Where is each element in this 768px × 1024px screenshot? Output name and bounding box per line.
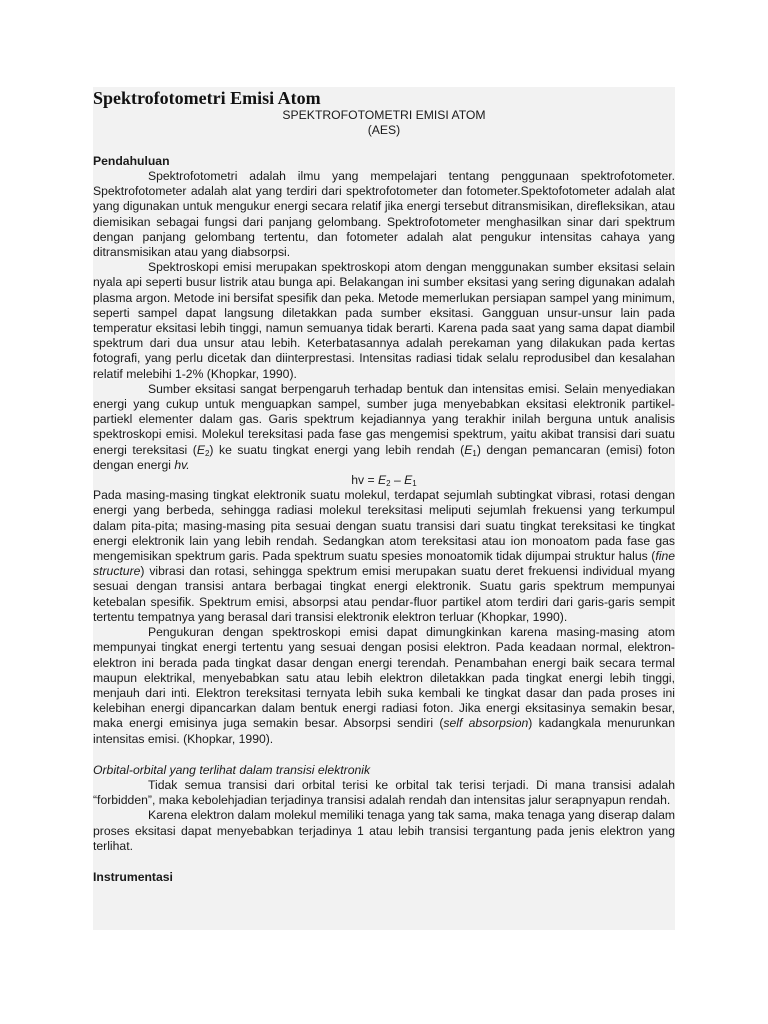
spacer bbox=[93, 854, 675, 870]
symbol-e1: E bbox=[464, 442, 473, 457]
formula-lhs: hv = bbox=[351, 473, 378, 488]
paragraph-3 bbox=[93, 382, 675, 473]
subtitle-line-1: SPEKTROFOTOMETRI EMISI ATOM bbox=[282, 108, 486, 122]
paragraph-5-text-a: Pengukuran dengan spektroskopi emisi dapat dimungkinkan karena masing-masing atom mempunyai tingkat energi tertentu yang sesuai dengan posisi elektron. Pada keadaan normal, elektron-elektron ini berada pada tingkat dasar dengan energi terendah. Penambahan energi baik secara termal maupun elektrikal, menyebabkan satu atau lebih elektron diletakkan pada tingkat energi lebih tinggi, menjauh dari inti. Elektron tereksitasi ternyata lebih suka kembali ke tingkat dasar dan pada proses ini kelebihan energi dipancarkan dalam bentuk energi radiasi foton. Jika energi eksitasinya semakin besar, maka energi emisinya juga semakin besar. Absorpsi sendiri ( bbox=[93, 625, 675, 731]
formula-sub-2: 2 bbox=[386, 479, 391, 489]
paragraph-6: Tidak semua transisi dari orbital terisi ke orbital tak terisi terjadi. Di mana transisi adalah “forbidden”, maka kebolehjadian terjadinya transisi adalah rendah dan intensitas jalur serapnyapun rendah. bbox=[93, 777, 675, 808]
document-page bbox=[93, 87, 675, 930]
subtitle-line-2: (AES) bbox=[367, 123, 401, 137]
paragraph-3-text-b: ) ke suatu tingkat energi yang lebih rendah ( bbox=[209, 442, 465, 457]
spacer bbox=[93, 138, 675, 154]
document-title: Spektrofotometri Emisi Atom bbox=[93, 88, 321, 108]
paragraph-5 bbox=[93, 625, 675, 747]
formula-minus: – bbox=[390, 473, 405, 488]
section-heading-pendahuluan: Pendahuluan bbox=[93, 154, 170, 168]
subscript-1: 1 bbox=[472, 448, 477, 458]
paragraph-4 bbox=[93, 488, 675, 625]
section-heading-instrumentasi: Instrumentasi bbox=[93, 869, 173, 884]
formula-e1: E bbox=[404, 473, 413, 488]
section-heading-orbital: Orbital-orbital yang terlihat dalam transisi elektronik bbox=[93, 762, 371, 777]
subscript-2: 2 bbox=[204, 448, 210, 458]
paragraph-2: Spektroskopi emisi merupakan spektroskopi atom dengan menggunakan sumber eksitasi selain nyala api seperti busur listrik atau bunga api. Belakangan ini sumber eksitasi yang sering digunakan adalah plasma argon. Metode ini bersifat spesifik dan peka. Metode memerlukan persiapan sampel yang minimum, seperti sampel dapat langsung diletakkan pada sumber eksitasi. Gangguan unsur-unsur lain pada temperatur eksitasi lebih tinggi, namun semuanya tidak berarti. Karena pada saat yang sama dapat diambil spektrum dari dua unsur atau lebih. Keterbatasannya adalah perekaman yang dilakukan pada kertas fotografi, yang perlu dicetak dan diinterprestasi. Intensitas radiasi tidak selalu reprodusibel dan kesalahan relatif melebihi 1-2% (Khopkar, 1990). bbox=[93, 260, 675, 381]
self-absorpsion-term: self absorpsion bbox=[443, 716, 529, 731]
paragraph-7: Karena elektron dalam molekul memiliki tenaga yang tak sama, maka tenaga yang diserap dalam proses eksitasi dapat menyebabkan terjadinya 1 atau lebih transisi tergantung pada jenis elektron yang terlihat. bbox=[93, 808, 675, 853]
paragraph-4-text-a: Pada masing-masing tingkat elektronik suatu molekul, terdapat sejumlah subtingkat vibrasi, rotasi dengan energi yang berbeda, sehingga radiasi molekul tereksitasi meliputi sejumlah frekuensi yang terkumpul dalam pita-pita; masing-masing pita sesuai dengan suatu transisi dari suatu tingkat tereksitasi ke tingkat energi elektronik lain yang lebih rendah. Sedangkan atom tereksitasi atau ion monoatom pada fase gas mengemisikan spektrum garis. Pada spektrum suatu spesies monoatomik tidak dijumpai struktur halus ( bbox=[93, 488, 675, 564]
spacer bbox=[93, 747, 675, 763]
energy-formula bbox=[93, 473, 675, 488]
formula-e2: E bbox=[378, 473, 387, 488]
paragraph-1: Spektrofotometri adalah ilmu yang mempelajari tentang penggunaan spektrofotometer. Spektrofotometer adalah alat yang terdiri dari spektrofotometer dan fotometer.Spektofotometer adalah alat yang digunakan untuk mengukur energi secara relatif jika energi tersebut ditransmisikan, direfleksikan, atau diemisikan sebagai fungsi dari panjang gelombang. Spektrofotometer menghasilkan sinar dari spektrum dengan panjang gelombang tertentu, dan fotometer adalah alat pengukur intensitas cahaya yang ditransmisikan atau yang diabsorpsi. bbox=[93, 169, 675, 260]
paragraph-3-text-c: ) dengan pemancaran (emisi) foton dengan energi bbox=[93, 442, 675, 472]
symbol-e2: E bbox=[196, 442, 205, 457]
fine-structure-term: fine structure bbox=[93, 549, 675, 579]
paragraph-5-text-b: ) kadangkala menurunkan intensitas emisi. (Khopkar, 1990). bbox=[93, 716, 675, 746]
symbol-hv: hv. bbox=[174, 457, 190, 472]
paragraph-3-text-a: Sumber eksitasi sangat berpengaruh terhadap bentuk dan intensitas emisi. Selain menyediakan energi yang cukup untuk menguapkan sampel, sumber juga menyebabkan eksitasi elektronik partikel-partiekl elementer dalam gas. Garis spektrum kejadiannya yang terakhir inilah berguna untuk analisis spektroskopi emisi. Molekul tereksitasi pada fase gas mengemisi spektrum, yaitu akibat transisi dari suatu energi tereksitasi ( bbox=[93, 381, 675, 457]
formula-sub-1: 1 bbox=[412, 479, 417, 489]
paragraph-4-text-b: ) vibrasi dan rotasi, sehingga spektrum emisi merupakan suatu deret frekuensi individual myang sesuai dengan transisi antara berbagai tingkat energi elektronik. Suatu garis spektrum mempunyai ketebalan spesifik. Spektrum emisi, absorpsi atau pendar-fluor partikel atom terdiri dari garis-garis sempit tertentu tempatnya yang berasal dari transisi elektronik elektron terluar (Khopkar, 1990). bbox=[93, 564, 675, 624]
